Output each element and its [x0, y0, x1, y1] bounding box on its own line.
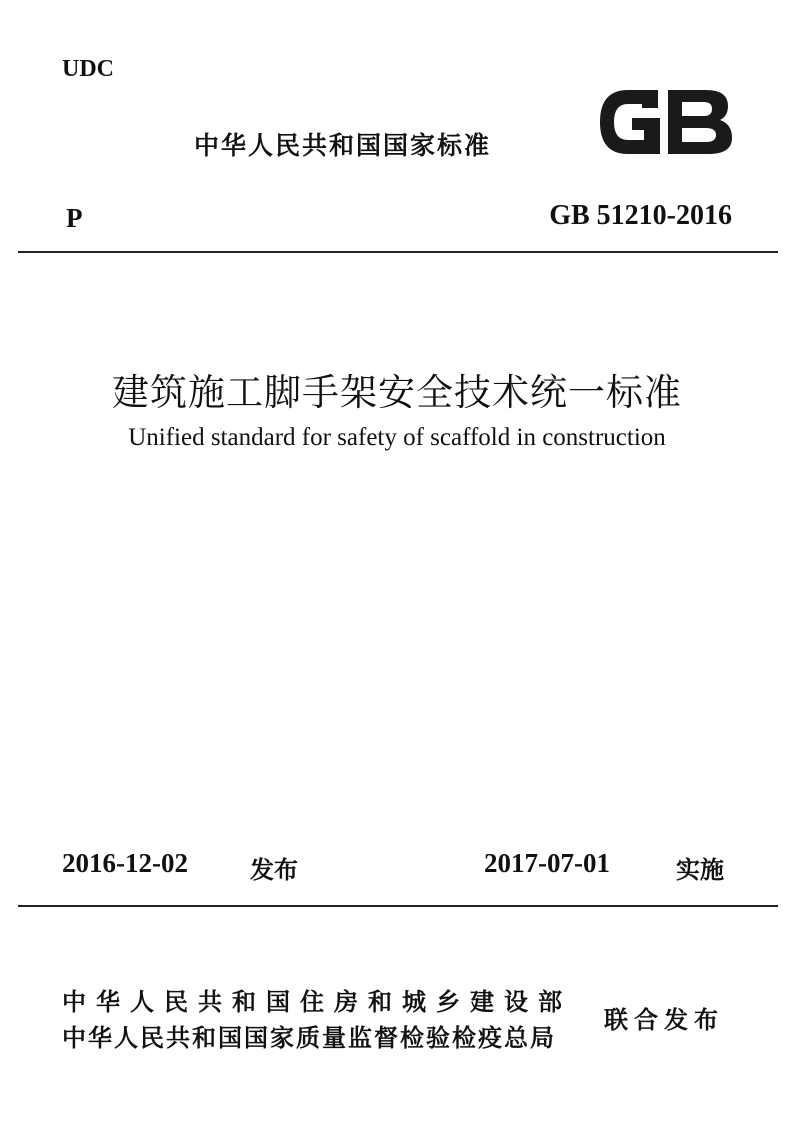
issue-date: 2016-12-02: [62, 848, 188, 878]
joint-publish-label: 联合发布: [604, 1006, 724, 1034]
title-english: Unified standard for safety of scaffold in construction: [128, 424, 666, 451]
publisher-line-2: 中华人民共和国国家质量监督检验检疫总局: [62, 1024, 556, 1052]
top-divider: [18, 251, 778, 253]
category-code: P: [66, 203, 83, 233]
title-chinese: 建筑施工脚手架安全技术统一标准: [112, 371, 682, 414]
national-standard-heading: 中华人民共和国国家标准: [194, 131, 492, 160]
effective-date: 2017-07-01: [484, 848, 610, 878]
udc-label: UDC: [62, 56, 114, 82]
bottom-divider: [18, 905, 778, 907]
effective-label: 实施: [676, 856, 724, 884]
issue-label: 发布: [250, 856, 298, 884]
gb-logo: [598, 86, 734, 158]
publisher-line-1: 中华人民共和国住房和城乡建设部: [62, 988, 572, 1016]
standard-number: GB 51210-2016: [549, 200, 732, 231]
